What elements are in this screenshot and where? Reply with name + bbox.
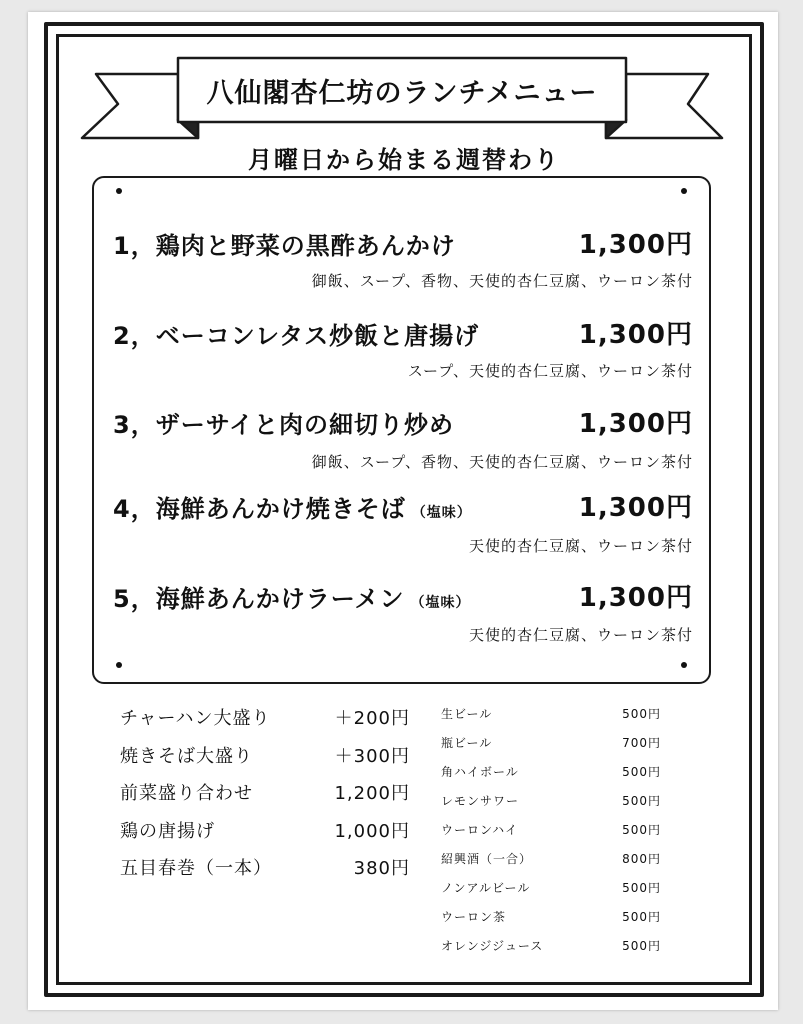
extra-item [120,817,410,855]
corner-dot [681,188,687,194]
extra-item-price: 1,000円 [334,820,410,842]
drink-name: オレンジジュース [441,939,544,953]
drink-name: ノンアルビール [441,881,531,895]
extra-item-name: 鶏の唐揚げ [120,820,215,842]
drink-price: 700円 [622,736,661,750]
menu-item-name: 2，ベーコンレタス炒飯と唐揚げ [113,322,480,350]
corner-dot [681,662,687,668]
drink-name: 瓶ビール [441,736,493,750]
extra-item [120,854,410,892]
extra-item-name: 五目春巻（一本） [120,858,272,879]
menu-item-price: 1,300円 [578,583,693,613]
extras-list [120,704,410,892]
menu-item-name [113,489,472,524]
extra-item-name: 前菜盛り合わせ [120,783,253,804]
extra-item [120,704,410,742]
drink-price: 500円 [622,707,661,721]
drink-name: 角ハイボール [441,765,519,779]
drink-item [441,792,661,821]
menu-item-description: スープ、天使的杏仁豆腐、ウーロン茶付 [407,362,693,380]
page-title: 八仙閣杏仁坊のランチメニュー [206,77,598,109]
drink-price: 500円 [622,939,661,953]
corner-dot [116,188,122,194]
extra-item-price: 380円 [353,858,410,879]
drink-price: 500円 [622,794,661,808]
extra-item-price: 1,200円 [334,783,410,804]
page-subtitle: 月曜日から始まる週替わり [248,145,560,174]
menu-item-price: 1,300円 [578,409,693,439]
drink-name: ウーロンハイ [441,823,519,837]
drink-price: 500円 [622,765,661,779]
drink-item [441,821,661,850]
menu-item-title: 5，海鮮あんかけラーメン [113,585,405,613]
extra-item-price: ＋300円 [334,745,410,767]
menu-item-note: （塩味） [410,595,471,611]
extra-item [120,779,410,817]
menu-item-description: 天使的杏仁豆腐、ウーロン茶付 [468,626,693,644]
menu-item-description: 天使的杏仁豆腐、ウーロン茶付 [468,537,693,555]
drink-name: レモンサワー [441,794,520,808]
drink-item [441,879,661,908]
menu-item-description: 御飯、スープ、香物、天使的杏仁豆腐、ウーロン茶付 [311,453,693,471]
drink-item [441,734,661,763]
corner-dot [116,662,122,668]
menu-item-name: 3，ザーサイと肉の細切り炒め [113,411,455,439]
drinks-list [441,705,661,966]
drink-item [441,763,661,792]
extra-item-name: 焼きそば大盛り [120,745,253,767]
menu-item-note: （塩味） [411,505,472,521]
drink-name: ウーロン茶 [441,910,507,924]
drink-price: 500円 [622,881,661,895]
menu-item-description: 御飯、スープ、香物、天使的杏仁豆腐、ウーロン茶付 [311,272,693,290]
extra-item-name: チャーハン大盛り [120,708,271,729]
extra-item-price: ＋200円 [334,708,410,729]
menu-item-name [113,579,471,614]
extra-item [120,742,410,780]
drink-item [441,908,661,937]
drink-item [441,850,661,879]
menu-item-price: 1,300円 [578,230,693,260]
menu-item-title: 4，海鮮あんかけ焼きそば [113,495,406,523]
menu-item-price: 1,300円 [578,320,693,350]
drink-name: 紹興酒（一合） [441,852,533,866]
drink-price: 500円 [622,910,661,924]
drink-item [441,705,661,734]
drink-item [441,937,661,966]
drink-name: 生ビール [441,707,493,721]
drink-price: 800円 [622,852,661,866]
menu-item-price: 1,300円 [578,493,693,523]
menu-item-name: 1，鶏肉と野菜の黒酢あんかけ [113,232,456,260]
drink-price: 500円 [622,823,661,837]
